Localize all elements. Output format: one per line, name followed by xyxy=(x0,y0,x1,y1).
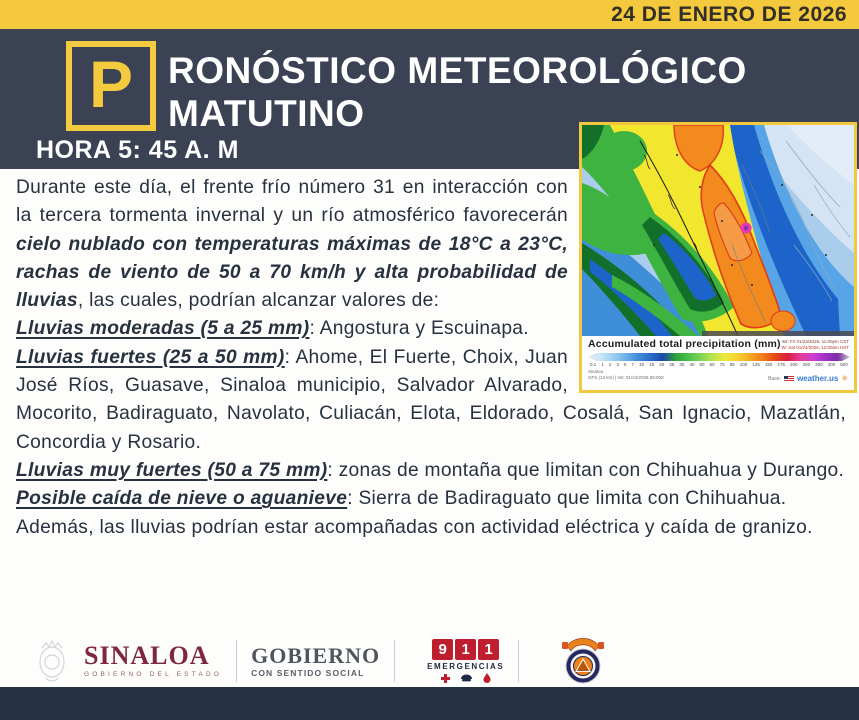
sinaloa-crest-icon xyxy=(34,636,70,686)
legend-init-time: Init: Fri 01/23/2026, 11:00pm CST xyxy=(781,339,849,344)
tick-label: 150 xyxy=(764,362,773,367)
map-source: Sinaloa GFS (13 km) | Init: 01/24/2026 06:00Z xyxy=(588,369,664,380)
tick-label: 60 xyxy=(709,362,715,367)
tick-label: 10 xyxy=(639,362,645,367)
issue-time: HORA 5: 45 A. M xyxy=(36,136,239,164)
bottom-bar xyxy=(0,687,859,720)
colorbar-tick-labels xyxy=(590,362,848,367)
footer-divider xyxy=(394,640,395,682)
forecast-item-fuertes: Lluvias fuertes (25 a 50 mm): Ahome, El Fuerte, Choix, Juan José Ríos, Guasave, Sinaloa municipio, Salvador Alvarado, Mocorito, Badiraguato, Navolato, Culiacán, Elota, Eldorado, Cosalá, San Ignacio, Mazatlán, Concordia y Rosario. xyxy=(16,346,846,453)
sinaloa-wordmark: SINALOA GOBIERNO DEL ESTADO xyxy=(84,641,223,679)
forecast-item-moderadas: Lluvias moderadas (5 a 25 mm): Angostura y Escuinapa. xyxy=(16,318,529,340)
tick-label: 5 xyxy=(624,362,627,367)
precipitation-map xyxy=(582,125,854,336)
footer-divider xyxy=(518,640,519,682)
tick-label: 0.1 xyxy=(590,362,597,367)
tick-label: 500 xyxy=(840,362,848,367)
tick-label: 125 xyxy=(752,362,760,367)
us-flag-icon xyxy=(784,376,794,382)
gobierno-wordmark: GOBIERNO CON SENTIDO SOCIAL xyxy=(251,642,381,678)
date-bar xyxy=(0,0,859,29)
tick-label: 50 xyxy=(699,362,705,367)
tick-label: 75 xyxy=(719,362,725,367)
flame-icon xyxy=(483,673,491,683)
p-logo-letter: P xyxy=(88,47,134,121)
legend-meta xyxy=(782,339,849,350)
page-title-line1: RONÓSTICO METEOROLÓGICO xyxy=(168,50,747,91)
tick-label: 40 xyxy=(689,362,695,367)
p-logo xyxy=(66,41,156,131)
weatherus-star-icon: ✳ xyxy=(841,373,848,383)
police-cap-icon xyxy=(460,674,473,683)
tick-label: 175 xyxy=(777,362,785,367)
tick-label: 100 xyxy=(739,362,748,367)
forecast-intro: Durante este día, el frente frío número 31 en interacción con la tercera tormenta invernal y un río atmosférico favorecerán cielo nublado con temperaturas máximas de 18°C a 23°C, rachas de viento de 50 a 70 km/h y alta probabilidad de lluvias, las cuales, podrían alcanzar valores de: xyxy=(16,177,568,312)
map-legend xyxy=(582,336,854,387)
tick-label: 250 xyxy=(802,362,811,367)
tick-label: 25 xyxy=(669,362,675,367)
emergency-911-logo: 9 1 1 EMERGENCIAS xyxy=(427,639,504,683)
tick-label: 300 xyxy=(815,362,823,367)
tick-label: 85 xyxy=(729,362,735,367)
medical-cross-icon xyxy=(441,674,450,683)
forecast-outro: Además, las lluvias podrían estar acompañadas con actividad eléctrica y caída de granizo. xyxy=(16,516,813,538)
proteccion-civil-logo xyxy=(559,635,607,687)
footer xyxy=(0,635,859,687)
tick-label: 30 xyxy=(679,362,685,367)
precipitation-colorbar xyxy=(588,353,850,361)
weatherus-logo: Base: weather.us ✳ xyxy=(768,373,848,383)
tick-label: 15 xyxy=(649,362,655,367)
forecast-item-muy-fuertes: Lluvias muy fuertes (50 a 75 mm): zonas de montaña que limitan con Chihuahua y Durango. xyxy=(16,459,845,481)
footer-divider xyxy=(236,640,237,682)
precipitation-map-panel xyxy=(579,122,857,393)
legend-valid-time: W: Sat 01/24/2026, 12:00am HST xyxy=(781,344,849,350)
date-text: 24 DE ENERO DE 2026 xyxy=(611,2,847,26)
tick-label: 3 xyxy=(616,362,619,367)
tick-label: 7 xyxy=(631,362,635,367)
tick-label: 400 xyxy=(827,362,836,367)
tick-label: 2 xyxy=(608,362,612,367)
tick-label: 20 xyxy=(659,362,665,367)
tick-label: 200 xyxy=(790,362,798,367)
legend-title: Accumulated total precipitation (mm) xyxy=(588,338,781,350)
page-title-line2: MATUTINO xyxy=(168,93,365,134)
tick-label: 1 xyxy=(601,362,604,367)
forecast-item-nieve: Posible caída de nieve o aguanieve: Sierra de Badiraguato que limita con Chihuahua. xyxy=(16,488,787,510)
